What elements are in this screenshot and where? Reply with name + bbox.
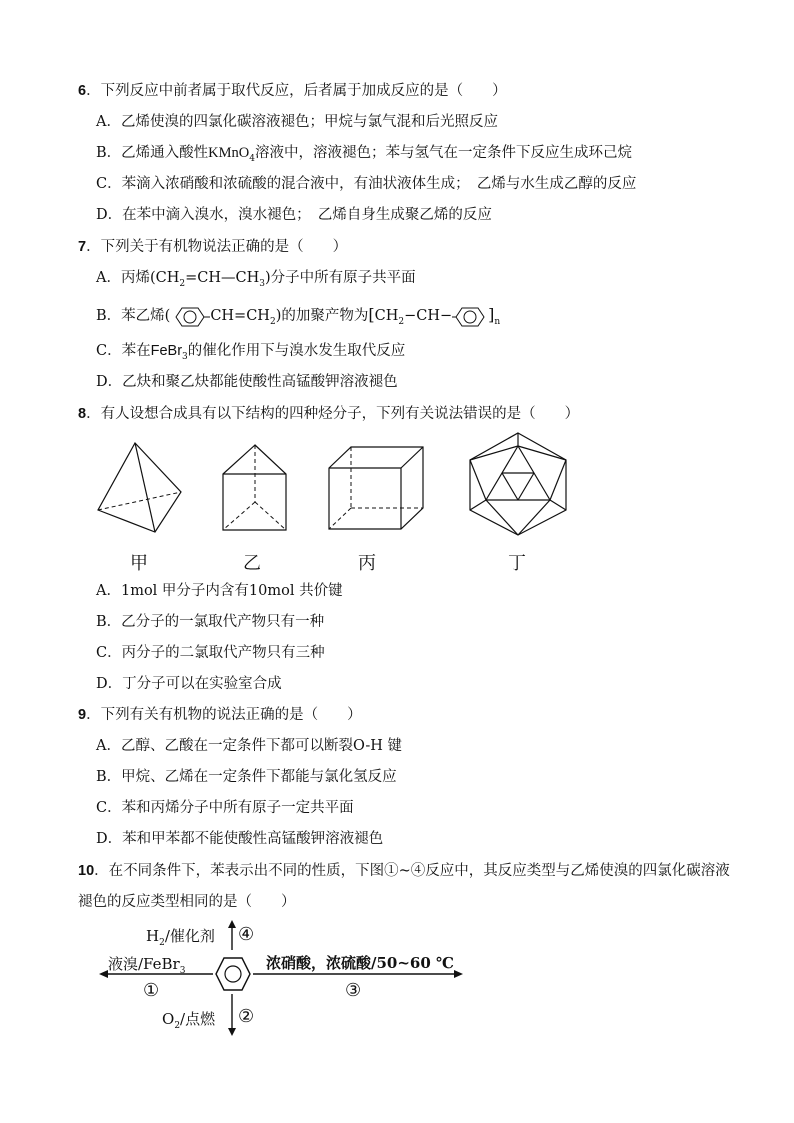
triangular-prism-figure — [220, 442, 290, 532]
reagent-down: $O_2/$点燃 — [162, 1010, 216, 1031]
q6-option-d: D．在苯中滴入溴水，溴水褪色； 乙烯自身生成聚乙烯的反应 — [96, 207, 492, 223]
q8-option-d: D．丁分子可以在实验室合成 — [96, 676, 282, 692]
q7-option-a: A．丙烯$(CH_2=CH—CH_3)$分子中所有原子共平面 — [96, 270, 416, 289]
benzene-ring-icon — [216, 958, 250, 990]
q9-option-c: C．苯和丙烯分子中所有原子一定共平面 — [96, 800, 354, 816]
q7-option-d: D．乙炔和聚乙炔都能使酸性高锰酸钾溶液褪色 — [96, 374, 398, 390]
q7-option-b: B．苯乙烯( $CH=CH_2$)的加聚产物为$[CH_2-CH- ]_n$ — [96, 305, 501, 327]
q8-option-a: A．1mol 甲分子内含有10mol 共价键 — [96, 583, 343, 599]
figure-label-yi: 乙 — [243, 553, 261, 574]
question-9-stem: 9．下列有关有机物的说法正确的是（ ） — [78, 707, 362, 723]
icosahedron-figure — [466, 430, 570, 538]
tetrahedron-figure — [95, 440, 185, 535]
reagent-left: 液溴/FeBr$_3$ — [108, 955, 186, 976]
question-10-stem-cont: 褪色的反应类型相同的是（ ） — [78, 894, 296, 910]
question-8-stem: 8．有人设想合成具有以下结构的四种烃分子，下列有关说法错误的是（ ） — [78, 406, 580, 422]
cube-figure — [326, 444, 426, 532]
q6-option-b: B．乙烯通入酸性KMnO$_4$溶液中，溶液褪色；苯与氢气在一定条件下反应生成环己烷 — [96, 145, 632, 164]
q9-option-d: D．苯和甲苯都不能使酸性高锰酸钾溶液褪色 — [96, 831, 384, 847]
benzene-ring-icon — [452, 306, 488, 326]
q9-option-b: B．甲烷、乙烯在一定条件下都能与氯化氢反应 — [96, 769, 397, 785]
q6-option-a: A．乙烯使溴的四氯化碳溶液褪色；甲烷与氯气混和后光照反应 — [96, 114, 498, 130]
q8-option-c: C．丙分子的二氯取代产物只有三种 — [96, 645, 325, 661]
reagent-up: $H_2/$催化剂 — [146, 927, 215, 948]
question-7-stem: 7．下列关于有机物说法正确的是（ ） — [78, 239, 348, 255]
question-6-stem: 6．下列反应中前者属于取代反应，后者属于加成反应的是（ ） — [78, 83, 507, 99]
reaction-1-label: ① — [143, 980, 160, 1001]
q9-option-a: A．乙醇、乙酸在一定条件下都可以断裂O-H 键 — [96, 738, 403, 754]
reaction-2-label: ② — [238, 1006, 255, 1027]
reaction-4-label: ④ — [238, 924, 255, 945]
figure-label-bing: 丙 — [358, 553, 376, 574]
q8-option-b: B．乙分子的一氯取代产物只有一种 — [96, 614, 325, 630]
question-10-stem: 10．在不同条件下，苯表示出不同的性质，下图①~④反应中，其反应类型与乙烯使溴的四氯化碳溶液 — [78, 863, 730, 879]
figure-label-ding: 丁 — [508, 553, 526, 574]
reagent-right: 浓硝酸，浓硫酸/50~60 ℃ — [266, 954, 454, 972]
q7-option-c: C．苯在FeBr$_3$的催化作用下与溴水发生取代反应 — [96, 343, 406, 362]
reaction-3-label: ③ — [345, 980, 362, 1001]
benzene-ring-icon — [170, 306, 210, 326]
figure-label-jia: 甲 — [130, 553, 148, 574]
q6-option-c: C．苯滴入浓硝酸和浓硫酸的混合液中，有油状液体生成； 乙烯与水生成乙醇的反应 — [96, 176, 637, 192]
